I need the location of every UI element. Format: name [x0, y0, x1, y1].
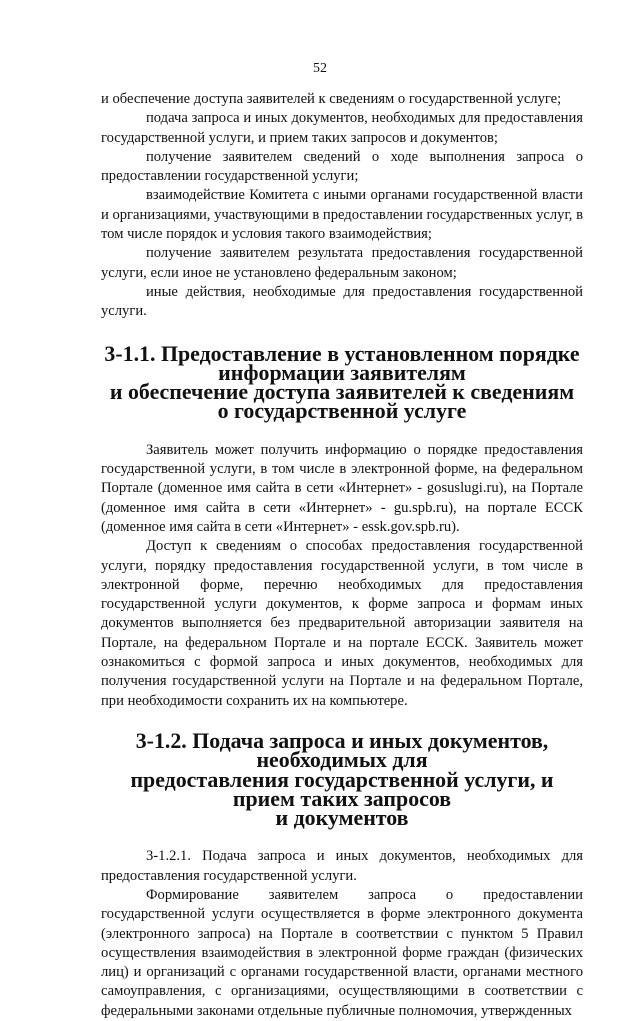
page-number: 52	[313, 61, 327, 76]
heading-line: 3-1.2. Подача запроса и иных документов, необходимых для	[135, 727, 549, 773]
intro-paragraph: подача запроса и иных документов, необходимых для предоставления государственной услуги, и прием таких запросов и документов;	[101, 110, 583, 146]
intro-paragraph: иные действия, необходимые для предоставления государственной услуги.	[101, 283, 583, 320]
heading-line: предоставления государственной услуги, и прием таких запросов	[130, 766, 554, 811]
heading-line: о государственной услуге	[217, 398, 467, 424]
intro-paragraph: получение заявителем сведений о ходе выполнения запроса о предоставлении государственной услуги;	[101, 148, 583, 185]
heading-line: и документов	[275, 805, 409, 831]
heading-line: 3-1.1. Предоставление в установленном порядке информации заявителям	[104, 340, 580, 385]
section-heading-3-1-2	[101, 727, 583, 831]
section-2-paragraph: Формирование заявителем запроса о предоставлении государственной услуги осуществляется в форме электронного документа (электронного запроса) на Портале в соответствии с пунктом 5 Правил осуществления взаимодействия в электронной форме граждан (физических лиц) и организаций с органами государственной власти, органами местного самоуправления, с организациями, осуществляющими в соответствии с федеральными законами отдельные публичные полномочия, утвержденных	[101, 886, 583, 1019]
intro-paragraph: взаимодействие Комитета с иными органами государственной власти и организациями, участвующими в предоставлении государственных услуг, в том числе порядок и условия такого взаимодействия;	[101, 187, 583, 243]
section-heading-3-1-1	[101, 340, 583, 424]
intro-paragraph: получение заявителем результата предоставления государственной услуги, если иное не установлено федеральным законом;	[101, 245, 583, 281]
page-content	[101, 90, 583, 1021]
intro-paragraph: и обеспечение доступа заявителей к сведениям о государственной услуге;	[101, 91, 562, 107]
section-1-paragraph: Доступ к сведениям о способах предоставления государственной услуги, порядку предоставления государственной услуги, в том числе в электронной форме, перечню необходимых для предоставления государственной услуги документов, к форме запроса и формам иных документов выполняется без предварительной авторизации заявителя на Портале, на федеральном Портале и на портале ЕССК. Заявитель может ознакомиться с формой запроса и иных документов, необходимых для получения государственной услуги на Портале и на федеральном Портале, при необходимости сохранить их на компьютере.	[101, 538, 583, 709]
section-2-paragraph: 3-1.2.1. Подача запроса и иных документов, необходимых для предоставления государственной услуги.	[101, 848, 583, 884]
heading-line: и обеспечение доступа заявителей к сведениям	[109, 379, 575, 405]
section-1-paragraph: Заявитель может получить информацию о порядке предоставления государственной услуги, в том числе в электронной форме, на федеральном Портале (доменное имя сайта в сети «Интернет» - gosuslugi.ru), на Портале (доменное имя сайта в сети «Интернет» - gu.spb.ru), на портале ЕССК (доменное имя сайта в сети «Интернет» - essk.gov.spb.ru).	[101, 441, 583, 535]
